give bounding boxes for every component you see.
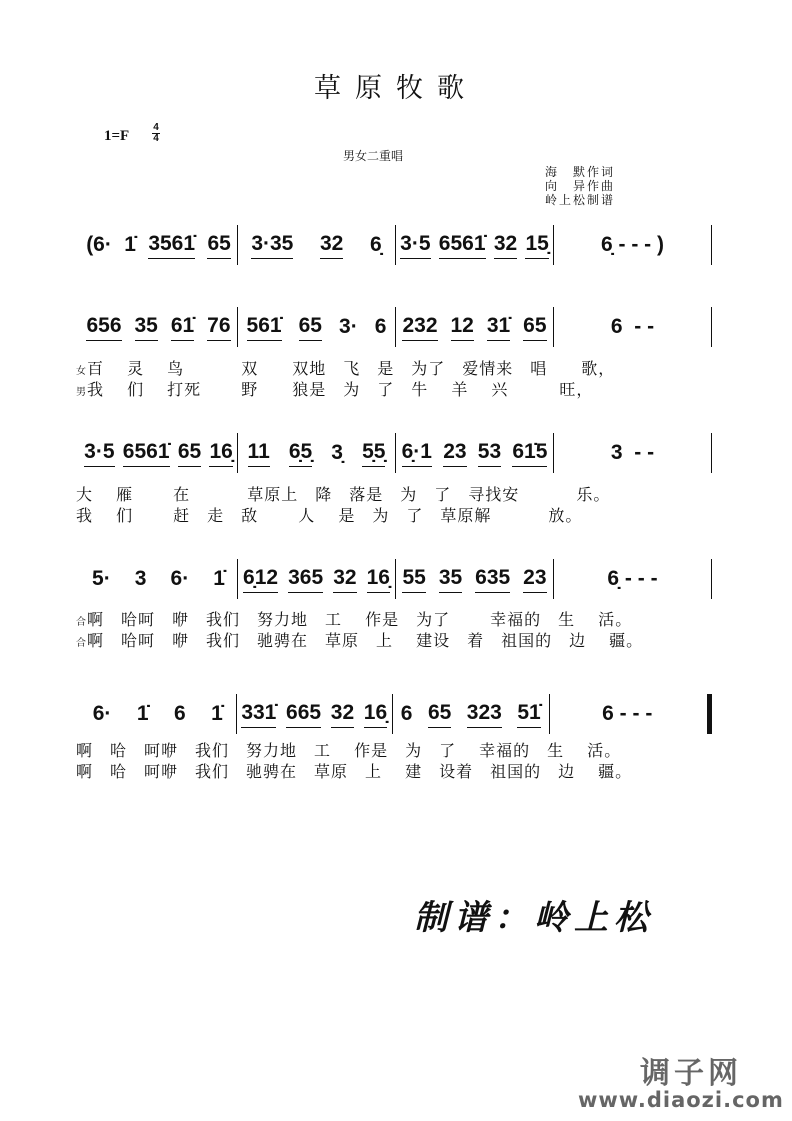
composer-credit: 向 异作曲 xyxy=(545,179,616,193)
song-title: 草原牧歌 xyxy=(314,73,478,104)
note-group: 3561̇ xyxy=(148,232,195,259)
note-group: 55 xyxy=(402,566,425,593)
score-row xyxy=(80,697,712,731)
note-group: 6̣ - - - ) xyxy=(601,233,664,256)
note-group: 65 xyxy=(178,440,201,467)
note-group: 3·35 xyxy=(251,232,293,259)
note-group: 665 xyxy=(286,701,321,728)
note-group: 323 xyxy=(467,701,502,728)
note-group: 6561̇ xyxy=(123,440,170,467)
lyric-text: 大 雁 在 草原上 降 落是 为 了 寻找安 乐。 xyxy=(76,485,611,504)
lyric-line xyxy=(76,607,632,630)
time-signature xyxy=(152,123,160,144)
note-group: 232 xyxy=(402,314,437,341)
measure xyxy=(80,436,237,470)
note-group: 35 xyxy=(439,566,462,593)
note-group: 656 xyxy=(86,314,121,341)
note-group: 6̣ - - - xyxy=(607,567,658,590)
note-group: 3· xyxy=(339,315,358,338)
time-bottom: 4 xyxy=(153,133,159,144)
note-group: 76 xyxy=(207,314,230,341)
measure xyxy=(554,436,711,470)
measure xyxy=(238,310,395,344)
note-group: 635 xyxy=(475,566,510,593)
lyric-text: 啊 哈 呵咿 我们 努力地 工 作是 为 了 幸福的 生 活。 xyxy=(76,741,622,760)
measure xyxy=(554,228,711,262)
note-group: 23 xyxy=(523,566,546,593)
voice-tag: 男 xyxy=(76,387,87,398)
note-group: 6 xyxy=(400,702,413,725)
note-group: 6 xyxy=(173,702,186,725)
score-row xyxy=(80,310,712,344)
note-group: 1̇ xyxy=(211,702,223,725)
measure xyxy=(238,436,395,470)
note-group: 5̣5̣ xyxy=(362,440,385,467)
note-group: 31̇ xyxy=(487,314,510,341)
key-signature: 1=F xyxy=(104,128,130,144)
note-group: 1̇ xyxy=(124,233,136,256)
note-group: 6 - - - xyxy=(602,702,653,725)
lyric-line xyxy=(76,628,643,651)
lyric-line xyxy=(76,377,593,400)
note-group: 12 xyxy=(451,314,474,341)
note-group: (6· xyxy=(86,233,112,256)
note-group: 61̇5 xyxy=(512,440,547,467)
note-group: 16̣ xyxy=(367,566,390,593)
note-group: 3 xyxy=(134,567,147,590)
lyric-text: 我 们 打死 野 狼是 为 了 牛 羊 兴 旺， xyxy=(87,380,594,399)
note-group: 16̣ xyxy=(209,440,232,467)
note-group: 3 - - xyxy=(610,441,655,464)
measure xyxy=(550,697,706,731)
note-group: 6· xyxy=(92,702,112,725)
note-group: 16̣ xyxy=(364,701,387,728)
lyric-text: 啊 哈呵 咿 我们 驰骋在 草原 上 建设 着 祖国的 边 疆。 xyxy=(87,631,644,650)
measure xyxy=(554,310,711,344)
note-group: 65 xyxy=(523,314,546,341)
note-group: 3·5 xyxy=(84,440,114,467)
note-group: 561̇ xyxy=(247,314,282,341)
watermark-name: 调子网 xyxy=(640,1056,742,1091)
measure xyxy=(80,697,236,731)
note-group: 6̣·1 xyxy=(402,440,432,467)
note-group: 6· xyxy=(170,567,190,590)
lyric-line xyxy=(76,482,610,505)
note-group: 1̇ xyxy=(213,567,225,590)
note-group: 15̣ xyxy=(525,232,548,259)
score-row xyxy=(80,436,712,470)
note-group: 3̣ xyxy=(331,441,343,464)
note-group: 65 xyxy=(299,314,322,341)
measure xyxy=(80,228,237,262)
voice-tag: 合 xyxy=(76,638,87,649)
note-group: 32 xyxy=(333,566,356,593)
lyric-text: 我 们 赶 走 敌 人 是 为 了 草原解 放。 xyxy=(76,506,583,525)
voice-tag: 女 xyxy=(76,366,87,377)
lyric-line xyxy=(76,759,632,782)
measure xyxy=(393,697,549,731)
lyric-text: 啊 哈 呵咿 我们 驰骋在 草原 上 建 设着 祖国的 边 疆。 xyxy=(76,762,633,781)
measure xyxy=(238,562,395,596)
note-group: 1̇ xyxy=(136,702,149,725)
measure xyxy=(80,310,237,344)
measure xyxy=(396,310,553,344)
measure xyxy=(80,562,237,596)
note-group: 331̇ xyxy=(241,701,276,728)
lyric-text: 啊 哈呵 咿 我们 努力地 工 作是 为了 幸福的 生 活。 xyxy=(87,610,633,629)
note-group: 6̣5̣ xyxy=(289,440,312,467)
transcriber-credit: 岭上松制谱 xyxy=(545,193,616,207)
note-group: 35 xyxy=(135,314,158,341)
lyric-line xyxy=(76,503,582,526)
watermark-url: www.diaozi.com xyxy=(578,1088,784,1112)
score-row xyxy=(80,562,712,596)
note-group: 6̣12 xyxy=(243,566,278,593)
voice-type: 男女二重唱 xyxy=(343,149,404,163)
barline xyxy=(711,225,712,265)
measure xyxy=(237,697,393,731)
note-group: 5· xyxy=(92,567,111,590)
note-group: 6 xyxy=(374,315,387,338)
note-group: 3·5 xyxy=(400,232,430,259)
barline xyxy=(711,307,712,347)
note-group: 53 xyxy=(478,440,501,467)
barline xyxy=(711,433,712,473)
barline xyxy=(711,559,712,599)
lyricist-credit: 海 默作词 xyxy=(545,165,616,179)
time-top: 4 xyxy=(153,122,159,133)
note-group: 365 xyxy=(288,566,323,593)
note-group: 6 - - xyxy=(610,315,655,338)
note-group: 32 xyxy=(494,232,517,259)
voice-tag: 合 xyxy=(76,617,87,628)
note-group: 32 xyxy=(320,232,343,259)
signature: 制谱：岭上松 xyxy=(414,898,654,938)
lyric-line xyxy=(76,738,621,761)
note-group: 6561̇ xyxy=(439,232,486,259)
score-row xyxy=(80,228,712,262)
lyric-text: 百 灵 鸟 双 双地 飞 是 为了 爱情来 唱 歌， xyxy=(87,359,616,378)
measure xyxy=(554,562,711,596)
measure xyxy=(238,228,395,262)
note-group: 61̇ xyxy=(171,314,194,341)
note-group: 51̇ xyxy=(517,701,540,728)
note-group: 11 xyxy=(248,440,270,467)
note-group: 23 xyxy=(443,440,466,467)
measure xyxy=(396,562,553,596)
measure xyxy=(396,228,553,262)
final-barline xyxy=(707,694,712,734)
note-group: 6̣ xyxy=(369,233,382,256)
note-group: 65 xyxy=(428,701,451,728)
note-group: 32 xyxy=(331,701,354,728)
measure xyxy=(396,436,553,470)
note-group: 65 xyxy=(207,232,230,259)
lyric-line xyxy=(76,356,615,379)
